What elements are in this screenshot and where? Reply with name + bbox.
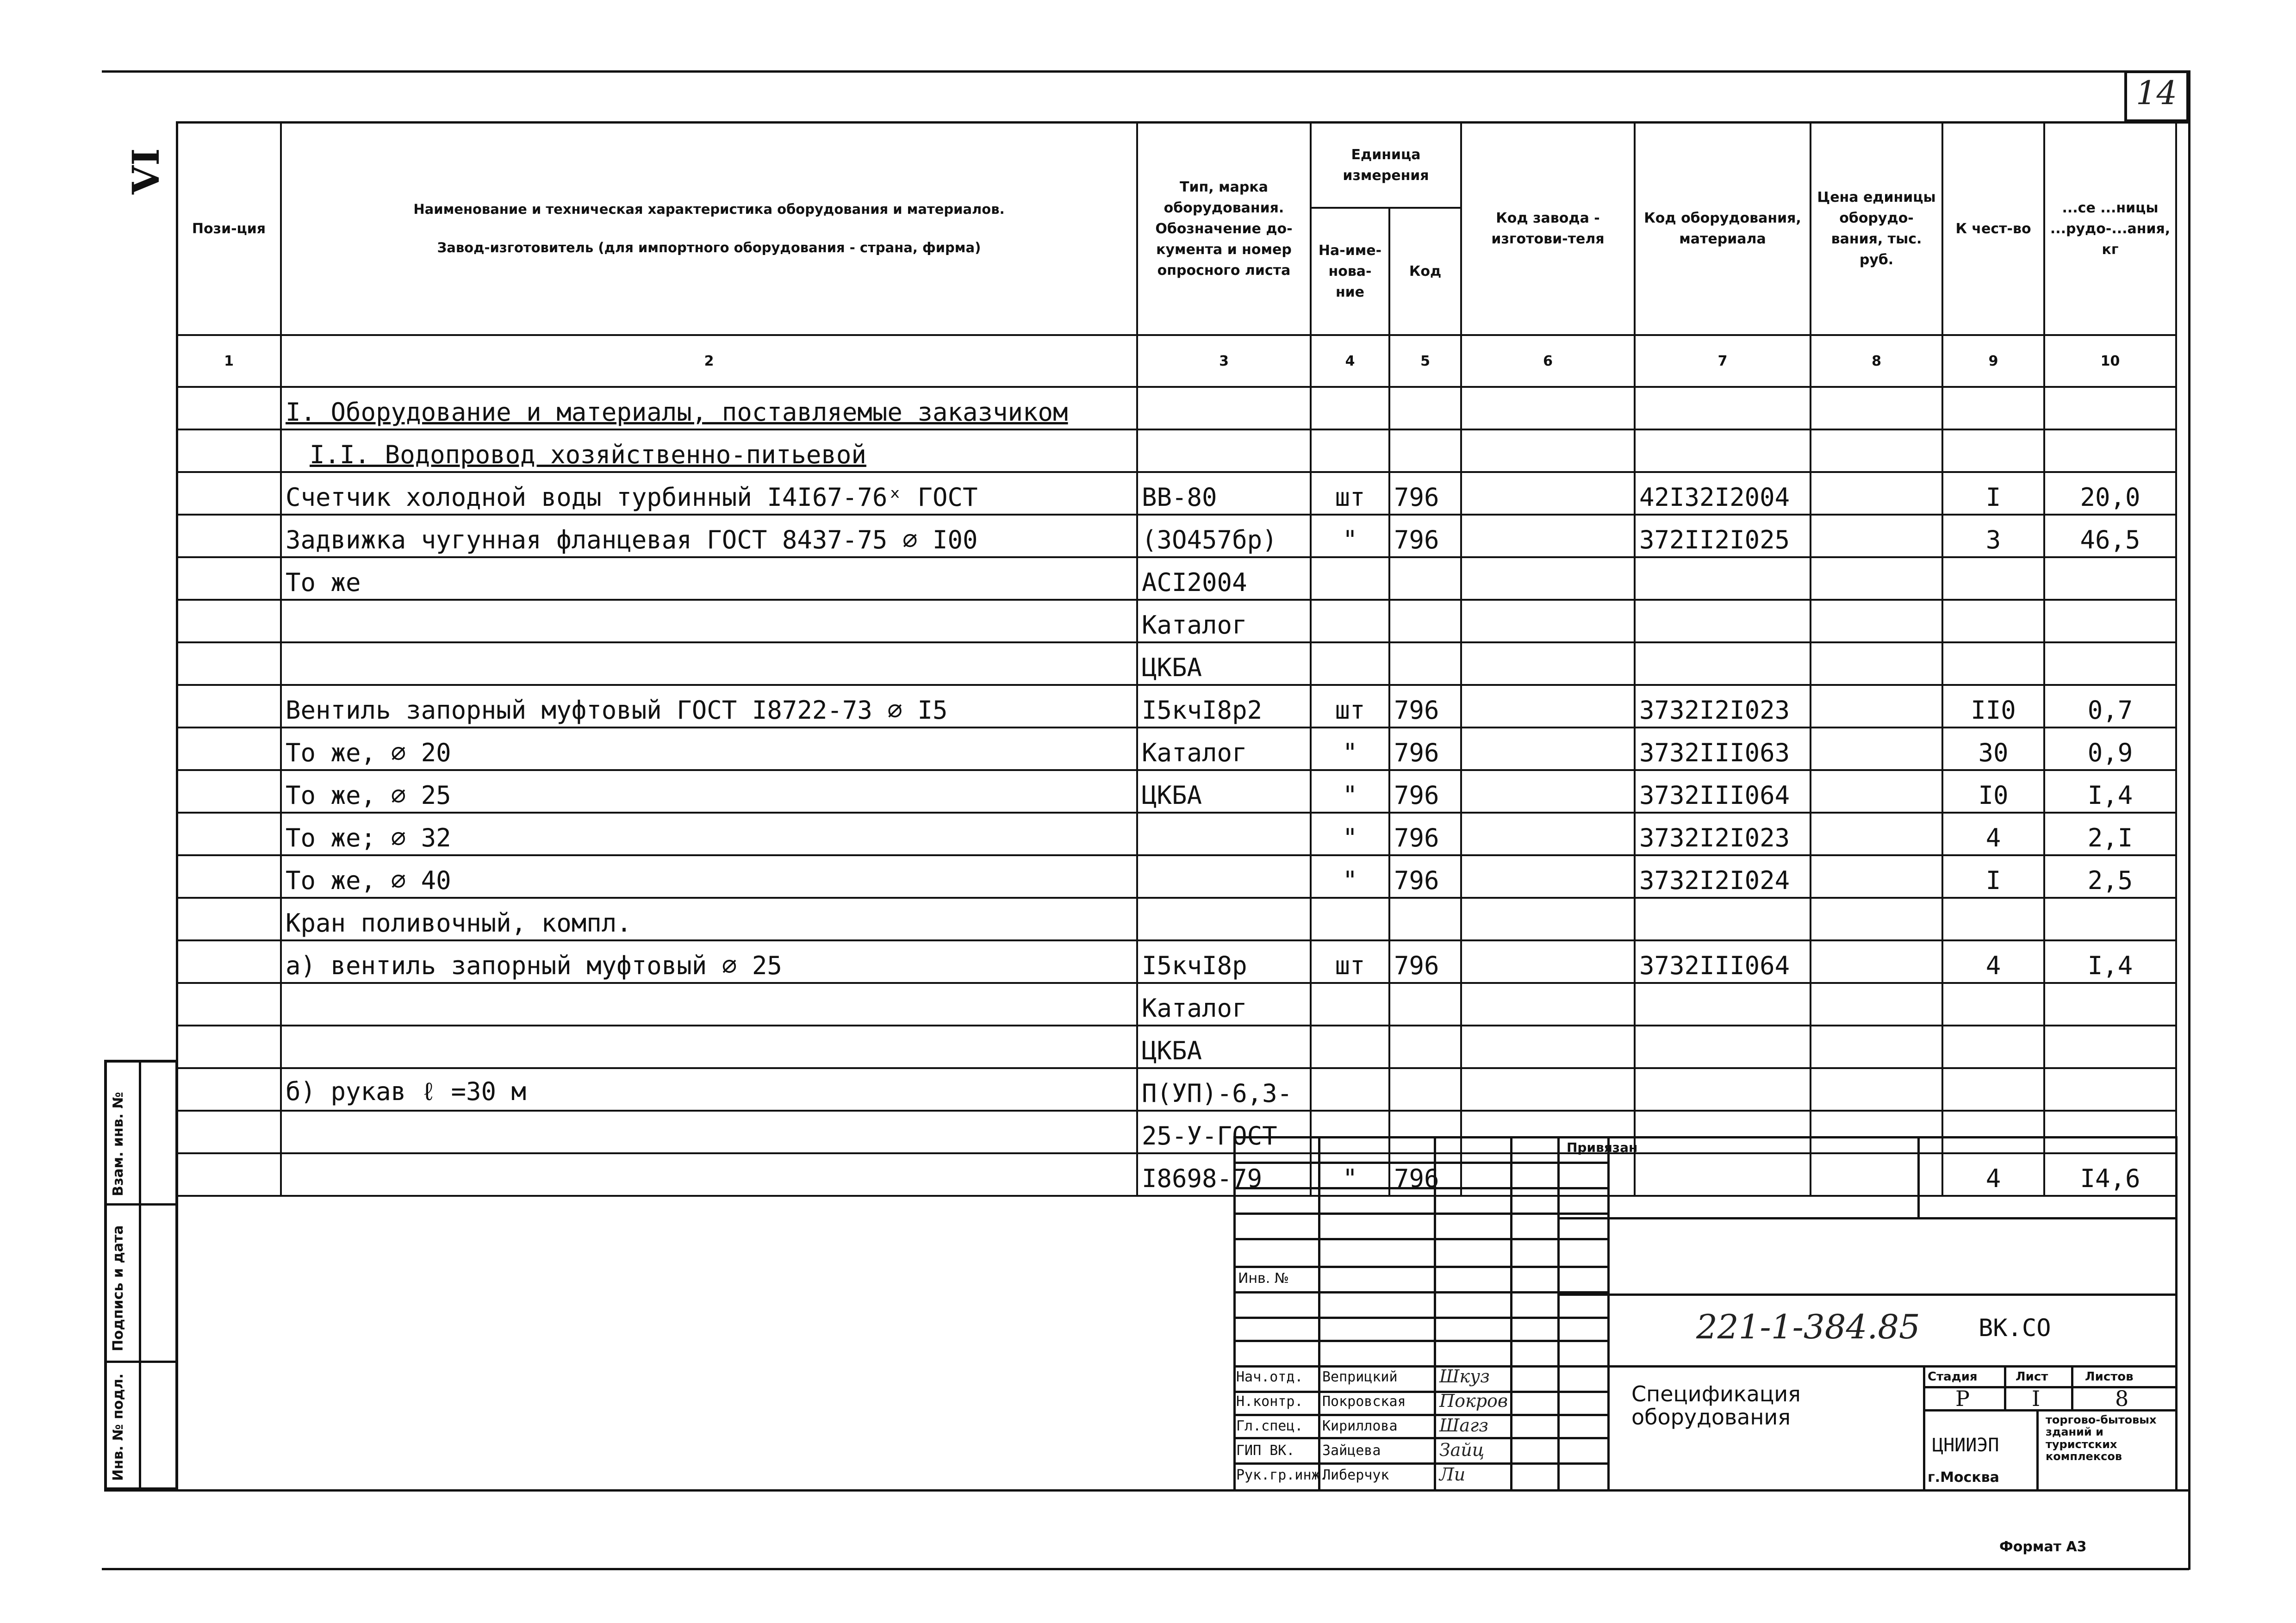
cell-type: Каталог <box>1137 728 1311 770</box>
cell-mass <box>2044 983 2176 1026</box>
cell-type: I8698-79 <box>1137 1153 1311 1196</box>
tb-row-4 <box>1233 1238 1607 1240</box>
cell-equip <box>1635 429 1811 472</box>
cell-price <box>1811 1026 1942 1068</box>
cell-code: 796 <box>1389 1153 1461 1196</box>
cell-type: Каталог <box>1137 600 1311 642</box>
cell-unit <box>1311 387 1389 429</box>
cell-factory <box>1461 1026 1635 1068</box>
cell-factory <box>1461 515 1635 557</box>
signature-name: Зайцева <box>1322 1443 1381 1459</box>
cell-factory <box>1461 728 1635 770</box>
cell-pos <box>177 983 281 1026</box>
tb-privyazan-bottom <box>1557 1217 2178 1219</box>
tb-privyazan-split <box>1917 1136 1920 1217</box>
cell-code: 796 <box>1389 855 1461 898</box>
signature-name: Покровская <box>1322 1393 1406 1410</box>
side-strip-sep-2 <box>104 1203 178 1206</box>
tb-row-6 <box>1233 1291 1607 1293</box>
tb-right <box>2175 1136 2178 1490</box>
cell-type: I5кчI8р <box>1137 940 1311 983</box>
cell-unit: шт <box>1311 940 1389 983</box>
cell-mass: I4,6 <box>2044 1153 2176 1196</box>
col-num-4: 4 <box>1311 335 1389 387</box>
cell-factory <box>1461 983 1635 1026</box>
cell-pos <box>177 515 281 557</box>
col-num-3: 3 <box>1137 335 1311 387</box>
cell-mass: 2,5 <box>2044 855 2176 898</box>
tb-top <box>1233 1136 2178 1138</box>
cell-price <box>1811 813 1942 855</box>
signature: Зайц <box>1439 1440 1485 1460</box>
cell-factory <box>1461 770 1635 813</box>
cell-equip: 3732I2I023 <box>1635 813 1811 855</box>
document-suffix: ВК.СО <box>1979 1314 2051 1342</box>
cell-name: Счетчик холодной воды турбинный I4I67-76ˣ ГОСТ <box>281 472 1137 515</box>
signature-name: Веприцкий <box>1322 1369 1398 1385</box>
tb-row-2 <box>1233 1187 1607 1189</box>
cell-price <box>1811 600 1942 642</box>
cell-code: 796 <box>1389 685 1461 728</box>
col-num-2: 2 <box>281 335 1137 387</box>
cell-unit <box>1311 1026 1389 1068</box>
cell-name <box>281 642 1137 685</box>
table-row <box>177 770 2176 813</box>
cell-unit: " <box>1311 855 1389 898</box>
tb-row-1 <box>1233 1162 1607 1164</box>
stage-value: Р <box>1955 1386 1970 1411</box>
cell-price <box>1811 387 1942 429</box>
cell-type: ЦКБА <box>1137 642 1311 685</box>
bottom-border-line <box>102 1568 2189 1570</box>
tb-row-8 <box>1233 1340 1607 1342</box>
cell-equip <box>1635 983 1811 1026</box>
side-label-inv-podl: Инв. № подл. <box>110 1373 126 1481</box>
cell-equip: 3732III064 <box>1635 940 1811 983</box>
tb-title-split <box>1923 1365 1925 1490</box>
cell-equip <box>1635 1068 1811 1111</box>
cell-code <box>1389 1026 1461 1068</box>
cell-pos <box>177 1111 281 1153</box>
sheet-value: I <box>2032 1386 2041 1411</box>
specification-body <box>177 387 2176 1196</box>
cell-qty: I <box>1942 855 2044 898</box>
cell-code: 796 <box>1389 472 1461 515</box>
cell-pos <box>177 770 281 813</box>
cell-code: 796 <box>1389 813 1461 855</box>
table-row <box>177 983 2176 1026</box>
cell-mass <box>2044 387 2176 429</box>
tb-row-3 <box>1233 1213 1607 1215</box>
cell-equip: 42I32I2004 <box>1635 472 1811 515</box>
cell-qty <box>1942 600 2044 642</box>
tb-code-bottom <box>1607 1365 2178 1368</box>
right-border-line <box>2188 70 2190 1570</box>
cell-pos <box>177 387 281 429</box>
cell-code <box>1389 600 1461 642</box>
tb-row-11 <box>1233 1414 1607 1416</box>
cell-qty: 4 <box>1942 813 2044 855</box>
cell-equip: 3732III063 <box>1635 728 1811 770</box>
side-label-vzam: Взам. инв. № <box>110 1092 126 1196</box>
cell-name: I. Оборудование и материалы, поставляемые заказчиком <box>281 387 1137 429</box>
cell-code <box>1389 642 1461 685</box>
cell-equip: 3732I2I023 <box>1635 685 1811 728</box>
cell-type <box>1137 387 1311 429</box>
cell-equip: 372II2I025 <box>1635 515 1811 557</box>
cell-name <box>281 983 1137 1026</box>
table-row <box>177 1068 2176 1111</box>
organization: ЦНИИЭП <box>1932 1435 1999 1456</box>
table-row <box>177 557 2176 600</box>
header-unit: Единица измерения <box>1311 122 1461 208</box>
col-num-9: 9 <box>1942 335 2044 387</box>
signature-role: Нач.отд. <box>1236 1369 1303 1385</box>
page-number: 14 <box>2136 74 2178 112</box>
cell-pos <box>177 1068 281 1111</box>
cell-type <box>1137 813 1311 855</box>
signature-role: Рук.гр.инж. <box>1236 1467 1328 1483</box>
cell-qty: I <box>1942 472 2044 515</box>
header-quantity: К чест-во <box>1942 122 2044 335</box>
header-name <box>281 122 1137 335</box>
cell-unit: " <box>1311 515 1389 557</box>
cell-unit: " <box>1311 728 1389 770</box>
header-type: Тип, марка оборудования. Обозначение до-кумента и номер опросного листа <box>1137 122 1311 335</box>
header-factory-code: Код завода - изготови-теля <box>1461 122 1635 335</box>
cell-price <box>1811 472 1942 515</box>
cell-equip <box>1635 600 1811 642</box>
cell-factory <box>1461 429 1635 472</box>
table-row <box>177 813 2176 855</box>
cell-type: (3O457бр) <box>1137 515 1311 557</box>
table-row <box>177 728 2176 770</box>
signature-name: Кириллова <box>1322 1418 1398 1434</box>
cell-mass: I,4 <box>2044 770 2176 813</box>
signature-role: Н.контр. <box>1236 1393 1303 1410</box>
cell-unit: шт <box>1311 685 1389 728</box>
cell-factory <box>1461 940 1635 983</box>
cell-mass: 0,7 <box>2044 685 2176 728</box>
cell-name: I.I. Водопровод хозяйственно-питьевой <box>281 429 1137 472</box>
cell-equip: 3732I2I024 <box>1635 855 1811 898</box>
cell-qty: 3 <box>1942 515 2044 557</box>
col-num-5: 5 <box>1389 335 1461 387</box>
cell-code <box>1389 983 1461 1026</box>
tb-row-10 <box>1233 1391 1607 1393</box>
col-num-10: 10 <box>2044 335 2176 387</box>
table-row <box>177 940 2176 983</box>
cell-code <box>1389 387 1461 429</box>
cell-name <box>281 1026 1137 1068</box>
cell-type <box>1137 855 1311 898</box>
cell-qty <box>1942 983 2044 1026</box>
cell-pos <box>177 472 281 515</box>
cell-mass: I,4 <box>2044 940 2176 983</box>
cell-price <box>1811 429 1942 472</box>
side-strip-divider <box>139 1060 141 1490</box>
cell-mass <box>2044 429 2176 472</box>
cell-pos <box>177 728 281 770</box>
specification-table <box>176 121 2177 1197</box>
cell-factory <box>1461 600 1635 642</box>
cell-qty: 4 <box>1942 940 2044 983</box>
cell-mass: 0,9 <box>2044 728 2176 770</box>
cell-qty: 4 <box>1942 1153 2044 1196</box>
cell-pos <box>177 855 281 898</box>
side-label-podpis: Подпись и дата <box>110 1225 126 1351</box>
cell-unit: " <box>1311 770 1389 813</box>
cell-qty: I0 <box>1942 770 2044 813</box>
cell-type: ВВ-80 <box>1137 472 1311 515</box>
cell-pos <box>177 429 281 472</box>
cell-type <box>1137 429 1311 472</box>
header-name-line1: Наименование и техническая характеристика оборудования и материалов. <box>413 201 1005 217</box>
cell-code: 796 <box>1389 770 1461 813</box>
tb-stage-c2 <box>2071 1365 2073 1409</box>
cell-unit <box>1311 898 1389 940</box>
tb-code-top <box>1557 1293 2178 1296</box>
cell-unit: " <box>1311 1153 1389 1196</box>
document-code: 221-1-384.85 <box>1696 1307 1920 1346</box>
cell-price <box>1811 557 1942 600</box>
cell-price <box>1811 728 1942 770</box>
cell-code <box>1389 898 1461 940</box>
cell-qty <box>1942 898 2044 940</box>
signature-name: Либерчук <box>1322 1467 1389 1483</box>
cell-code <box>1389 429 1461 472</box>
cell-pos <box>177 557 281 600</box>
stage-label: Стадия <box>1928 1370 1978 1384</box>
privyazan-label: Привязан <box>1567 1140 1638 1155</box>
cell-name: б) рукав ℓ =30 м <box>281 1068 1137 1111</box>
cell-qty <box>1942 557 2044 600</box>
header-unit-name: На-име-нова-ние <box>1311 208 1389 335</box>
col-num-6: 6 <box>1461 335 1635 387</box>
cell-unit <box>1311 642 1389 685</box>
cell-name: Вентиль запорный муфтовый ГОСТ I8722-73 ∅ I5 <box>281 685 1137 728</box>
cell-pos <box>177 940 281 983</box>
sheets-value: 8 <box>2115 1386 2129 1411</box>
cell-factory <box>1461 855 1635 898</box>
cell-price <box>1811 983 1942 1026</box>
cell-name <box>281 600 1137 642</box>
cell-type <box>1137 898 1311 940</box>
cell-type: ЦКБА <box>1137 1026 1311 1068</box>
cell-qty <box>1942 1068 2044 1111</box>
cell-unit <box>1311 429 1389 472</box>
cell-mass <box>2044 642 2176 685</box>
cell-name: То же, ∅ 40 <box>281 855 1137 898</box>
cell-factory <box>1461 685 1635 728</box>
inv-no-label: Инв. № <box>1238 1270 1289 1287</box>
cell-type: 25-У-ГОСТ <box>1137 1111 1311 1153</box>
organization-city: г.Москва <box>1928 1469 1999 1486</box>
tb-stage-c1 <box>2004 1365 2006 1409</box>
header-unit-code: Код <box>1389 208 1461 335</box>
cell-qty <box>1942 642 2044 685</box>
cell-qty <box>1942 1026 2044 1068</box>
tb-col-5 <box>1607 1136 1610 1490</box>
cell-mass <box>2044 600 2176 642</box>
header-position: Пози-ция <box>177 122 281 335</box>
cell-name: Задвижка чугунная фланцевая ГОСТ 8437-75 ∅ I00 <box>281 515 1137 557</box>
cell-name: а) вентиль запорный муфтовый ∅ 25 <box>281 940 1137 983</box>
cell-code <box>1389 1068 1461 1111</box>
cell-pos <box>177 642 281 685</box>
tb-row-12 <box>1233 1437 1607 1439</box>
cell-equip <box>1635 387 1811 429</box>
cell-mass <box>2044 1026 2176 1068</box>
cell-price <box>1811 685 1942 728</box>
cell-unit: " <box>1311 813 1389 855</box>
cell-factory <box>1461 642 1635 685</box>
cell-unit <box>1311 600 1389 642</box>
cell-pos <box>177 1153 281 1196</box>
cell-name <box>281 1153 1137 1196</box>
table-row <box>177 515 2176 557</box>
title-block <box>1233 1136 2178 1490</box>
cell-qty <box>1942 429 2044 472</box>
cell-pos <box>177 1026 281 1068</box>
table-row <box>177 600 2176 642</box>
cell-name: То же, ∅ 25 <box>281 770 1137 813</box>
header-price: Цена единицы оборудо-вания, тыс. руб. <box>1811 122 1942 335</box>
cell-price <box>1811 642 1942 685</box>
cell-qty: 30 <box>1942 728 2044 770</box>
side-strip-sep-1 <box>104 1361 178 1363</box>
cell-type: ЦКБА <box>1137 770 1311 813</box>
tb-row-7 <box>1233 1317 1607 1319</box>
cell-factory <box>1461 898 1635 940</box>
sheet-label: Лист <box>2016 1370 2048 1384</box>
top-border-line <box>102 70 2189 73</box>
cell-pos <box>177 813 281 855</box>
cell-unit <box>1311 1068 1389 1111</box>
table-row <box>177 685 2176 728</box>
cell-factory <box>1461 387 1635 429</box>
table-row <box>177 429 2176 472</box>
document-title-1: Спецификация <box>1631 1381 1801 1406</box>
cell-type: Каталог <box>1137 983 1311 1026</box>
cell-pos <box>177 600 281 642</box>
cell-price <box>1811 1068 1942 1111</box>
cell-qty: II0 <box>1942 685 2044 728</box>
table-row <box>177 1026 2176 1068</box>
col-num-1: 1 <box>177 335 281 387</box>
tb-row-13 <box>1233 1462 1607 1465</box>
cell-price <box>1811 515 1942 557</box>
organization-department: торгово-бытовых зданий и туристских комплексов <box>2046 1413 2157 1463</box>
cell-equip <box>1635 557 1811 600</box>
cell-name: Кран поливочный, компл. <box>281 898 1137 940</box>
signature: Шагз <box>1439 1415 1488 1436</box>
signature-role: Гл.спец. <box>1236 1418 1303 1434</box>
header-mass: ...се ...ницы ...рудо-...ания, кг <box>2044 122 2176 335</box>
cell-type: П(УП)-6,3- <box>1137 1068 1311 1111</box>
signature-role: ГИП ВК. <box>1236 1443 1295 1459</box>
cell-mass: 2,I <box>2044 813 2176 855</box>
cell-factory <box>1461 1068 1635 1111</box>
cell-unit <box>1311 557 1389 600</box>
table-row <box>177 855 2176 898</box>
cell-mass <box>2044 1068 2176 1111</box>
cell-mass: 46,5 <box>2044 515 2176 557</box>
cell-type: ACI2004 <box>1137 557 1311 600</box>
cell-factory <box>1461 557 1635 600</box>
col-num-7: 7 <box>1635 335 1811 387</box>
signature: Шкуз <box>1439 1366 1490 1387</box>
cell-unit <box>1311 983 1389 1026</box>
cell-price <box>1811 855 1942 898</box>
col-num-8: 8 <box>1811 335 1942 387</box>
tb-row-5 <box>1233 1266 1607 1268</box>
header-name-line2: Завод-изготовитель (для импортного оборудования - страна, фирма) <box>437 240 981 255</box>
header-equipment-code: Код оборудования, материала <box>1635 122 1811 335</box>
cell-equip: 3732III064 <box>1635 770 1811 813</box>
sheets-label: Листов <box>2085 1370 2134 1384</box>
table-row <box>177 642 2176 685</box>
cell-code <box>1389 557 1461 600</box>
tb-row-9 <box>1233 1365 1607 1368</box>
document-title-2: оборудования <box>1631 1405 1791 1430</box>
cell-unit: шт <box>1311 472 1389 515</box>
table-row <box>177 472 2176 515</box>
signature: Ли <box>1439 1464 1466 1485</box>
cell-factory <box>1461 472 1635 515</box>
cell-type: I5кчI8р2 <box>1137 685 1311 728</box>
cell-code: 796 <box>1389 515 1461 557</box>
cell-factory <box>1461 813 1635 855</box>
table-row <box>177 387 2176 429</box>
cell-name <box>281 1111 1137 1153</box>
cell-name: То же, ∅ 20 <box>281 728 1137 770</box>
cell-pos <box>177 898 281 940</box>
cell-equip <box>1635 1026 1811 1068</box>
cell-price <box>1811 770 1942 813</box>
format-label: Формат А3 <box>1999 1539 2087 1555</box>
cell-mass <box>2044 557 2176 600</box>
cell-equip <box>1635 898 1811 940</box>
cell-code: 796 <box>1389 728 1461 770</box>
signature: Покров <box>1439 1391 1508 1411</box>
cell-code: 796 <box>1389 940 1461 983</box>
cell-mass: 20,0 <box>2044 472 2176 515</box>
volume-mark: VI <box>124 148 168 194</box>
cell-name: То же; ∅ 32 <box>281 813 1137 855</box>
cell-equip <box>1635 642 1811 685</box>
cell-price <box>1811 898 1942 940</box>
table-row <box>177 898 2176 940</box>
cell-qty <box>1942 387 2044 429</box>
tb-org-split <box>2036 1409 2039 1490</box>
cell-pos <box>177 685 281 728</box>
cell-name: То же <box>281 557 1137 600</box>
cell-mass <box>2044 898 2176 940</box>
column-numbers-row <box>177 335 2176 387</box>
cell-price <box>1811 940 1942 983</box>
